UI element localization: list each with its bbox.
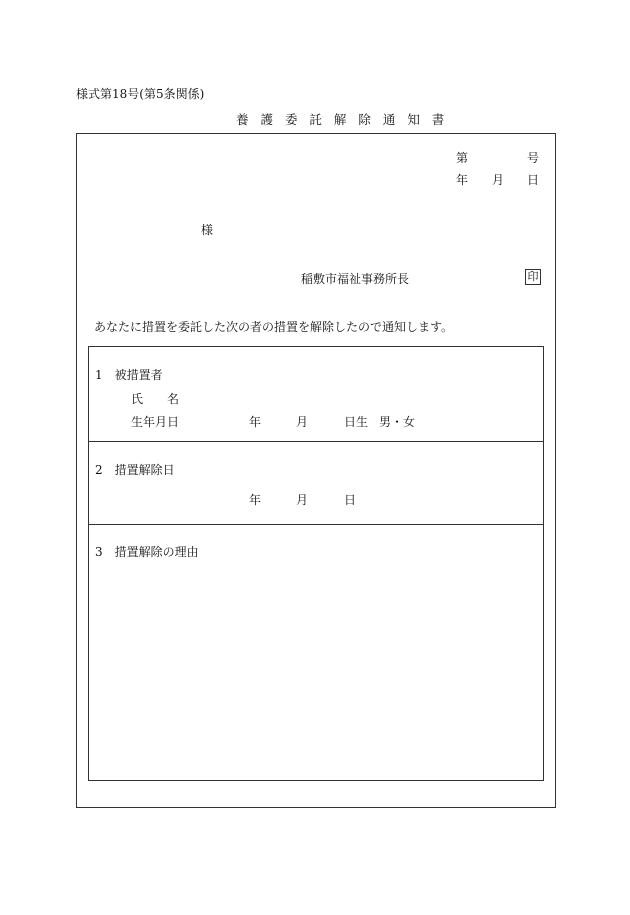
form-number: 様式第18号(第5条関係) (76, 87, 205, 101)
document-title: 養 護 委 託 解 除 通 知 書 (236, 112, 449, 127)
release-month: 月 (296, 493, 309, 507)
seal-mark: 印 (525, 269, 541, 285)
number-prefix: 第 (456, 151, 469, 165)
section2-heading: 2 措置解除日 (95, 463, 175, 477)
issuer-name: 稲敷市福祉事務所長 (301, 272, 410, 286)
birth-year: 年 (249, 415, 262, 429)
birth-month: 月 (296, 415, 309, 429)
release-day: 日 (344, 493, 357, 507)
birth-day: 日生 (344, 415, 369, 429)
gender-options: 男・女 (379, 415, 416, 429)
notice-text: あなたに措置を委託した次の者の措置を解除したので通知します。 (94, 320, 454, 334)
section-divider (89, 524, 543, 525)
section1-heading: 1 被措置者 (95, 368, 163, 382)
date-day: 日 (527, 173, 540, 187)
section-divider (89, 441, 543, 442)
section3-heading: 3 措置解除の理由 (95, 545, 199, 559)
details-table (88, 346, 544, 781)
date-year: 年 (456, 173, 469, 187)
number-suffix: 号 (527, 151, 540, 165)
date-month: 月 (492, 173, 505, 187)
birth-label: 生年月日 (131, 415, 180, 429)
recipient-suffix: 様 (201, 223, 214, 237)
name-label: 氏 名 (131, 392, 180, 406)
release-year: 年 (249, 493, 262, 507)
